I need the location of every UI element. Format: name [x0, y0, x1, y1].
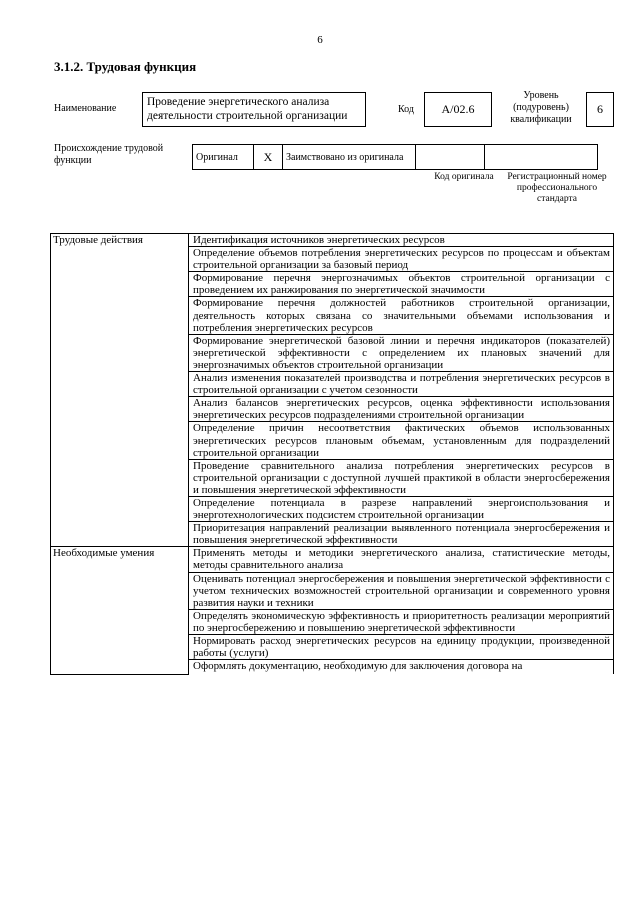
required-skills-label-cell [51, 547, 189, 674]
code-value: А/02.6 [441, 102, 475, 116]
section-title: 3.1.2. Трудовая функция [54, 59, 197, 74]
level-label: Уровень (подуровень) квалификации [510, 90, 572, 125]
labor-action-text: Анализ изменения показателей производства и потребления энергетических ресурсов в строительной организации с учетом сезонности [193, 372, 610, 397]
labor-action-cell [189, 522, 614, 547]
skill-cell [189, 572, 614, 609]
labor-action-text: Приоритезация направлений реализации выявленного потенциала энергосбережения и повышения энергетической эффективности [193, 522, 610, 547]
original-label: Оригинал [196, 151, 238, 163]
skill-cell [189, 635, 614, 660]
skill-cell [189, 547, 614, 572]
original-mark: Х [263, 149, 273, 164]
page-number: 6 [317, 34, 323, 46]
name-label: Наименование [54, 103, 117, 114]
labor-action-cell [189, 372, 614, 397]
skill-cell [189, 660, 614, 675]
labor-action-cell [189, 496, 614, 521]
skill-text: Оценивать потенциал энергосбережения и повышения энергетической эффективности с учетом технических возможностей строительной организации и современного уровня развития науки и техники [193, 572, 610, 609]
labor-action-text: Формирование энергетической базовой линии и перечня индикаторов (показателей) энергетической эффективности с определением их плановых значений для энергозначимых объектов строительной организации [193, 334, 610, 371]
reg-number-cell [485, 145, 598, 170]
function-name-box [142, 92, 366, 127]
borrowed-label-cell [283, 145, 416, 170]
labor-action-text: Формирование перечня должностей работников строительной организации, деятельность которых связана со значительными объемами использования и потребления энергетических ресурсов [193, 297, 610, 334]
labor-action-cell [189, 459, 614, 496]
skill-cell [189, 609, 614, 634]
origin-table [192, 144, 598, 170]
labor-action-cell [189, 397, 614, 422]
required-skills-label: Необходимые умения [53, 547, 155, 560]
origin-label: Происхождение трудовой функции [54, 143, 164, 166]
original-label-cell [193, 145, 254, 170]
labor-actions-label: Трудовые действия [53, 234, 143, 246]
labor-action-text: Определение потенциала в разрезе направлений энергоиспользования и энерготехнологических подсистем строительной организации [193, 496, 610, 522]
labor-action-cell [189, 247, 614, 272]
table-row [51, 547, 614, 572]
table-row [51, 234, 614, 247]
labor-action-cell [189, 234, 614, 247]
labor-action-text: Анализ балансов энергетических ресурсов, оценка эффективности использования энергетических ресурсов подразделениями строительной организации [193, 397, 610, 422]
level-box [586, 92, 614, 127]
labor-action-cell [189, 422, 614, 459]
reg-number-caption: Регистрационный номер профессионального стандарта [507, 172, 607, 204]
skill-text: Оформлять документацию, необходимую для заключения договора на [193, 660, 523, 673]
borrowed-label: Заимствовано из оригинала [286, 151, 404, 163]
function-details-table [50, 233, 614, 675]
code-original-caption: Код оригинала [434, 172, 494, 182]
code-label: Код [398, 104, 414, 115]
labor-action-text: Идентификация источников энергетических ресурсов [193, 234, 445, 246]
labor-action-cell [189, 334, 614, 371]
skill-text: Применять методы и методики энергетического анализа, статистические методы, методы сравнительного анализа [193, 547, 610, 572]
level-value: 6 [597, 102, 603, 116]
skill-text: Нормировать расход энергетических ресурсов на единицу продукции, произведенной работы (услуги) [193, 635, 610, 660]
labor-actions-label-cell [51, 234, 189, 547]
code-box [424, 92, 492, 127]
labor-action-text: Проведение сравнительного анализа потребления энергетических ресурсов в строительной организации с доступной лучшей практикой в области энергосбережения и повышения энергетической эффективности [193, 459, 610, 496]
skill-text: Определять экономическую эффективность и приоритетность реализации мероприятий по энергосбережению и повышению энергетической эффективности [193, 609, 610, 634]
original-mark-cell [254, 145, 283, 170]
function-name: Проведение энергетического анализа деятельности строительной организации [147, 96, 348, 122]
labor-action-text: Определение объемов потребления энергетических ресурсов по процессам и объектам строительной организации за базовый период [193, 247, 610, 272]
labor-action-text: Определение причин несоответствия фактических объемов использованных энергетических ресурсов плановым объемам, установленным для подразделений строительной организации [193, 422, 610, 459]
code-original-cell [416, 145, 485, 170]
labor-action-text: Формирование перечня энергозначимых объектов строительной организации с проведением их ранжирования по энергетической значимости [193, 272, 610, 297]
labor-action-cell [189, 297, 614, 334]
labor-action-cell [189, 272, 614, 297]
